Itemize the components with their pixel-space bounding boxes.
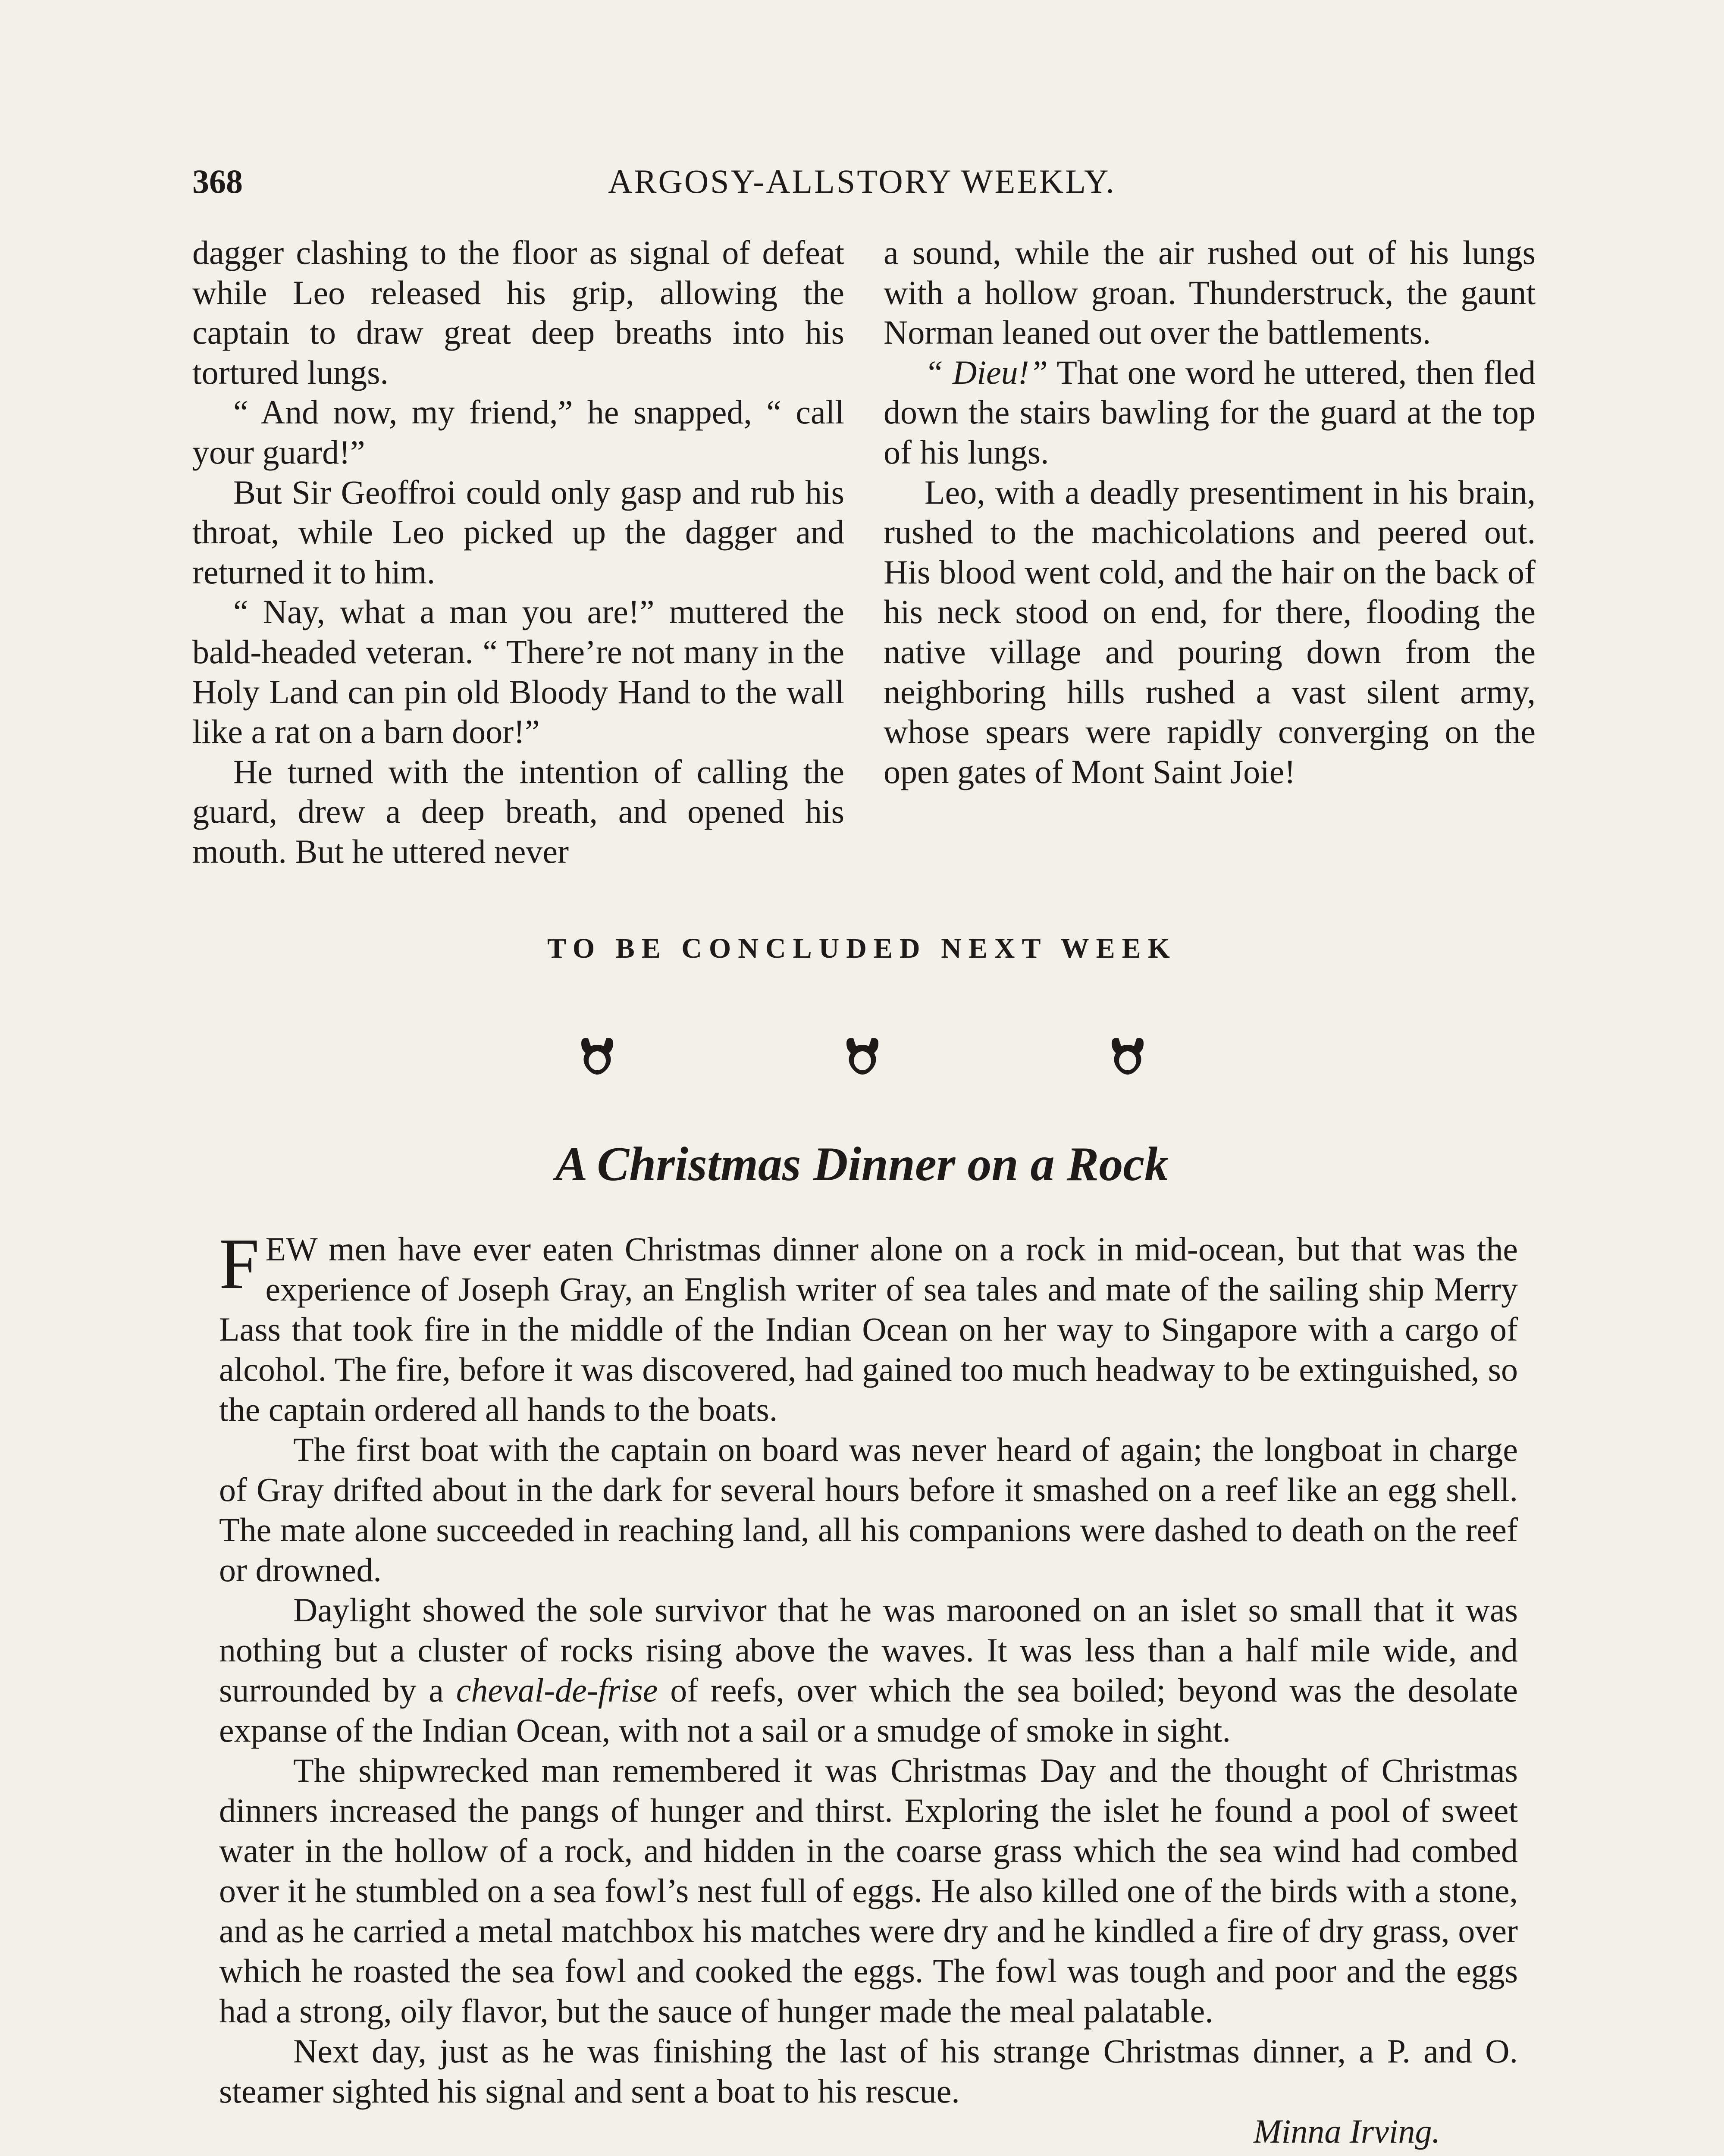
paragraph: Leo, with a deadly presentiment in his brain, rushed to the machicolations and peered out. His blood went cold, and the hair on the back of his neck stood on end, for there, flooding the native village and pouring down from the neighboring hills rushed a vast silent army, whose spears were rapidly converging on the open gates of Mont Saint Joie! [884,473,1536,790]
paragraph: “ Nay, what a man you are!” muttered the bald-headed veteran. “ There’re not many in the Holy Land can pin old Bloody Hand to the wall like a rat on a barn door!” [192,593,844,751]
story-body [219,1224,1518,2151]
section-ornaments [0,1034,1724,1086]
italic-term: cheval-de-frise [456,1671,658,1709]
paragraph [884,353,1536,473]
paragraph: But Sir Geoffroi could only gasp and rub his throat, while Leo picked up the dagger and returned it to him. [192,473,844,591]
serial-continuation [192,233,1536,918]
paragraph: The shipwrecked man remembered it was Christmas Day and the thought of Christmas dinners increased the pangs of hunger and thirst. Exploring the islet he found a pool of sweet water in the hollow of a rock, and hidden in the coarse grass which the sea wind had combed over it he stumbled on a sea fowl’s nest full of eggs. He also killed one of the birds with a stone, and as he carried a metal matchbox his matches were dry and he kindled a fire of dry grass, over which he roasted the sea fowl and cooked the eggs. The fowl was tough and poor and the eggs had a strong, oily flavor, but the sauce of hunger made the meal palatable. [219,1752,1518,2030]
paragraph: “ And now, my friend,” he snapped, “ call your guard!” [192,393,844,471]
author-byline: Minna Irving. [1253,2112,1440,2150]
left-column [192,233,844,872]
ornament-glyph-icon [578,1034,617,1077]
paragraph-text: of reefs, over which the sea boiled; beyond was the desolate expanse of the Indian Ocean, with not a sail or a smudge of smoke in sight. [219,1671,1518,1749]
paragraph: a sound, while the air rushed out of his lungs with a hollow groan. Thunderstruck, the gaunt Norman leaned out over the battlements. [884,234,1536,351]
exclamation: “ Dieu!” [925,353,1048,391]
concluded-notice: TO BE CONCLUDED NEXT WEEK [547,933,1177,964]
paragraph: He turned with the intention of calling the guard, drew a deep breath, and opened his mouth. But he uttered never [192,752,844,870]
page-number: 368 [192,163,243,200]
running-head: ARGOSY-ALLSTORY WEEKLY. [608,163,1116,200]
paragraph-text: EW men have ever eaten Christmas dinner alone on a rock in mid-ocean, but that was the experience of Joseph Gray, an English writer of sea tales and mate of the sailing ship Merry Lass that took fire in the middle of the Indian Ocean on her way to Singapore with a cargo of alcohol. The fire, before it was discovered, had gained too much headway to be extinguished, so the captain ordered all hands to the boats. [219,1230,1518,1428]
right-column [884,233,1536,792]
paragraph-text: That one word he uttered, then fled down the stairs bawling for the guard at the top of his lungs. [884,353,1536,471]
drop-cap: F [219,1224,260,1304]
paragraph [219,1224,1518,1429]
ornament-glyph-icon [843,1034,882,1077]
page-header [0,158,1724,205]
paragraph-text: Daylight showed the sole survivor that he was marooned on an islet so small that it was nothing but a cluster of rocks rising above the waves. It was less than a half mile wide, and surrounded by a [219,1591,1518,1709]
paragraph: dagger clashing to the floor as signal of defeat while Leo released his grip, allowing the captain to draw great deep breaths into his tortured lungs. [192,234,844,391]
paragraph: The first boat with the captain on board was never heard of again; the longboat in charge of Gray drifted about in the dark for several hours before it smashed on a reef like an egg shell. The mate alone succeeded in reaching land, all his companions were dashed to death on the reef or drowned. [219,1431,1518,1589]
paragraph: Next day, just as he was finishing the last of his strange Christmas dinner, a P. and O. steamer sighted his signal and sent a boat to his rescue. [219,2032,1518,2110]
ornament-glyph-icon [1108,1034,1147,1077]
story-title: A Christmas Dinner on a Rock [555,1138,1169,1191]
paragraph [219,1590,1518,1750]
